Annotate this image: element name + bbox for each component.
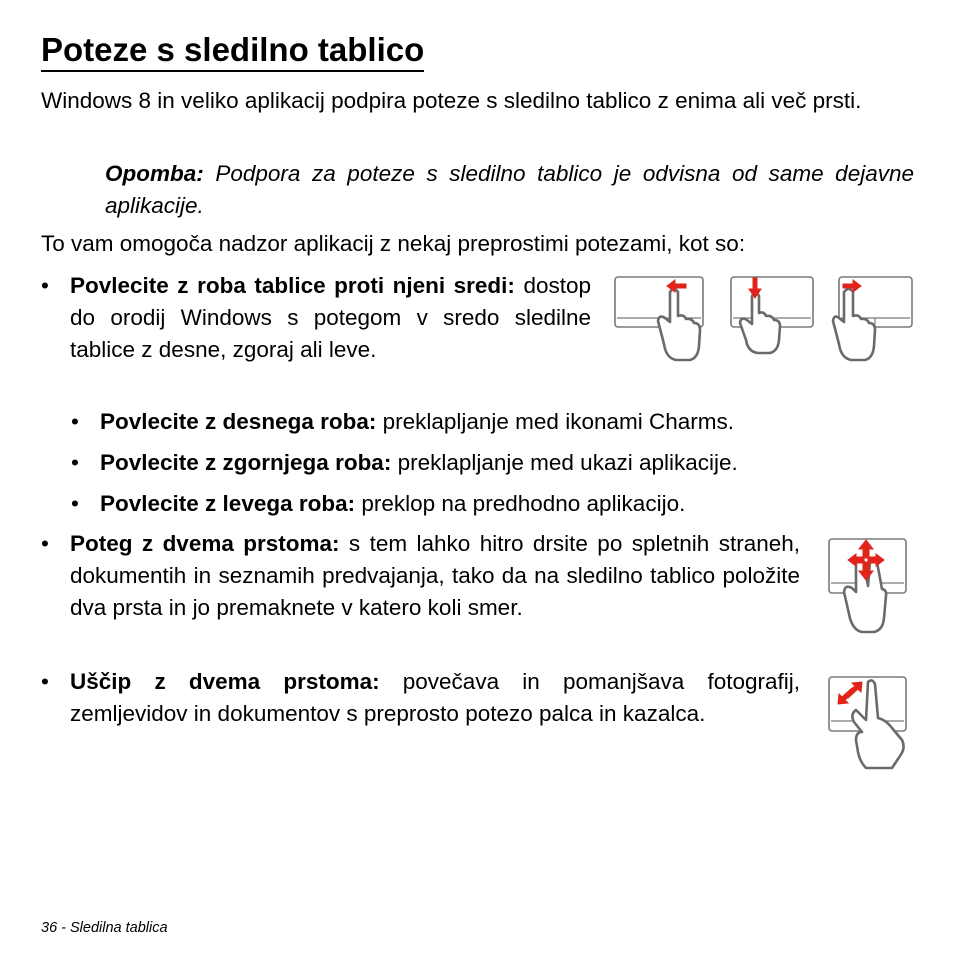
swipe-left-edge-icon <box>836 274 916 366</box>
bullet-edge-swipe-text: dostop do orodij Windows s potegom v sredo sledilne tablice z desne, zgoraj ali leve. <box>70 273 592 362</box>
lead-paragraph: To vam omogoča nadzor aplikacij z nekaj preprostimi potezami, kot so: <box>41 231 746 256</box>
subbullet-marker: • <box>71 409 79 434</box>
swipe-right-edge-icon <box>612 274 707 366</box>
subbullet-left-edge <box>100 488 920 520</box>
bullet-two-finger-scroll-text: s tem lahko hitro drsite po spletnih straneh, dokumentih in seznamih predvajanja, tako da na sledilno tablico položite dva prsta in jo premaknete v katero koli smer. <box>70 531 800 620</box>
subbullet-top-edge-text: preklapljanje med ukazi aplikacije. <box>391 450 738 475</box>
subbullet-left-edge-text: preklop na predhodno aplikacijo. <box>355 491 686 516</box>
note-paragraph <box>105 158 914 222</box>
subbullet-right-edge-title: Povlecite z desnega roba: <box>100 409 377 434</box>
bullet-edge-swipe <box>70 270 591 366</box>
bullet-two-finger-pinch <box>70 666 800 730</box>
page-title: Poteze s sledilno tablico <box>41 30 424 72</box>
subbullet-left-edge-title: Povlecite z levega roba: <box>100 491 356 516</box>
subbullet-top-edge <box>100 447 920 479</box>
subbullet-top-edge-title: Povlecite z zgornjega roba: <box>100 450 392 475</box>
bullet-two-finger-pinch-title: Uščip z dvema prstoma: <box>70 669 380 694</box>
bullet-marker: • <box>41 669 49 694</box>
bullet-marker: • <box>41 531 49 556</box>
subbullet-right-edge-text: preklapljanje med ikonami Charms. <box>376 409 734 434</box>
bullet-two-finger-scroll <box>70 528 800 624</box>
intro-paragraph: Windows 8 in veliko aplikacij podpira poteze s sledilno tablico z enima ali več prsti. <box>41 88 862 113</box>
subbullet-marker: • <box>71 450 79 475</box>
note-text: Podpora za poteze s sledilno tablico je odvisna od same dejavne aplikacije. <box>105 161 914 218</box>
page-footer: 36 - Sledilna tablica <box>41 920 168 936</box>
bullet-edge-swipe-title: Povlecite z roba tablice proti njeni sredi: <box>70 273 515 298</box>
bullet-two-finger-pinch-text: povečava in pomanjšava fotografij, zemljevidov in dokumentov s preprosto potezo palca in kazalca. <box>70 669 800 726</box>
swipe-top-edge-icon <box>728 274 818 356</box>
bullet-two-finger-scroll-title: Poteg z dvema prstoma: <box>70 531 340 556</box>
subbullet-marker: • <box>71 491 79 516</box>
bullet-marker: • <box>41 273 49 298</box>
two-finger-scroll-icon <box>826 536 910 638</box>
subbullet-right-edge <box>100 406 920 438</box>
two-finger-pinch-icon <box>826 674 910 774</box>
note-label: Opomba: <box>105 161 204 186</box>
